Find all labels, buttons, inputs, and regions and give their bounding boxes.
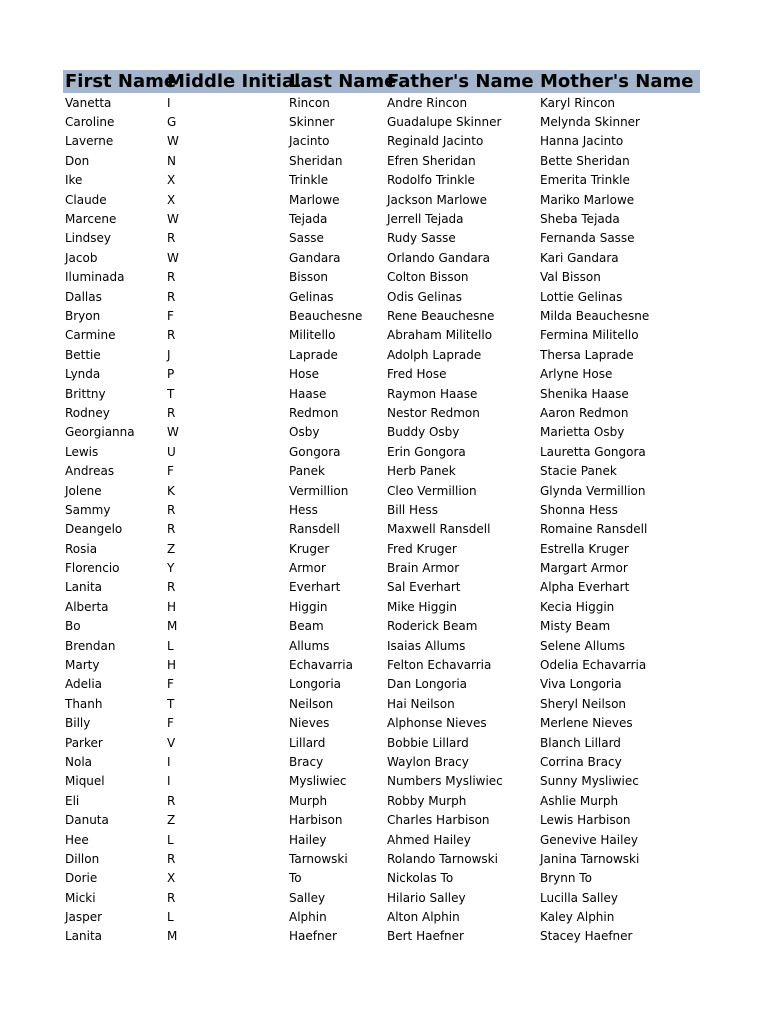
first-name-cell[interactable]: Laverne — [65, 134, 114, 149]
fathers-name-cell[interactable]: Maxwell Ransdell — [387, 522, 491, 537]
mothers-name-cell[interactable]: Estrella Kruger — [540, 541, 629, 556]
table-row — [63, 539, 700, 558]
middle-initial-cell[interactable]: R — [167, 270, 176, 285]
table-row — [63, 132, 700, 151]
last-name-cell[interactable]: Lillard — [289, 735, 326, 750]
first-name-cell[interactable]: Eli — [65, 793, 80, 808]
last-name-cell[interactable]: Haefner — [289, 929, 337, 944]
fathers-name-cell[interactable]: Abraham Militello — [387, 328, 493, 343]
fathers-name-cell[interactable]: Robby Murph — [387, 793, 467, 808]
fathers-name-cell[interactable]: Fred Hose — [387, 367, 447, 382]
mothers-name-cell[interactable]: Blanch Lillard — [540, 735, 621, 750]
last-name-cell[interactable]: Beam — [289, 619, 324, 634]
mothers-name-cell[interactable]: Shonna Hess — [540, 502, 618, 517]
fathers-name-cell[interactable]: Alphonse Nieves — [387, 716, 487, 731]
fathers-name-cell[interactable]: Buddy Osby — [387, 425, 460, 440]
middle-initial-cell[interactable]: F — [167, 677, 174, 692]
mothers-name-cell[interactable]: Stacie Panek — [540, 464, 617, 479]
mothers-name-cell[interactable]: Emerita Trinkle — [540, 173, 630, 188]
first-name-cell[interactable]: Iluminada — [65, 270, 125, 285]
fathers-name-cell[interactable]: Alton Alphin — [387, 910, 460, 925]
table-row — [63, 229, 700, 248]
fathers-name-cell[interactable]: Nickolas To — [387, 871, 454, 886]
fathers-name-cell[interactable]: Raymon Haase — [387, 386, 478, 401]
first-name-cell[interactable]: Jacob — [65, 250, 98, 265]
table-row — [63, 151, 700, 170]
fathers-name-cell[interactable]: Colton Bisson — [387, 270, 469, 285]
fathers-name-cell[interactable]: Jerrell Tejada — [387, 212, 464, 227]
mothers-name-cell[interactable]: Stacey Haefner — [540, 929, 633, 944]
fathers-name-cell[interactable]: Rudy Sasse — [387, 231, 456, 246]
middle-initial-cell[interactable]: U — [167, 444, 176, 459]
first-name-cell[interactable]: Caroline — [65, 115, 115, 130]
mothers-name-cell[interactable]: Lottie Gelinas — [540, 289, 623, 304]
header-first-name[interactable]: First Name — [65, 71, 177, 92]
last-name-cell[interactable]: Haase — [289, 386, 327, 401]
table-body — [63, 93, 700, 946]
table-row — [63, 171, 700, 190]
middle-initial-cell[interactable]: T — [167, 696, 175, 711]
first-name-cell[interactable]: Nola — [65, 754, 93, 769]
last-name-cell[interactable]: Jacinto — [289, 134, 330, 149]
first-name-cell[interactable]: Bo — [65, 619, 81, 634]
last-name-cell[interactable]: Bisson — [289, 270, 329, 285]
middle-initial-cell[interactable]: V — [167, 735, 176, 750]
first-name-cell[interactable]: Deangelo — [65, 522, 123, 537]
last-name-cell[interactable]: Gelinas — [289, 289, 334, 304]
first-name-cell[interactable]: Rodney — [65, 405, 110, 420]
first-name-cell[interactable]: Bettie — [65, 347, 101, 362]
mothers-name-cell[interactable]: Aaron Redmon — [540, 405, 629, 420]
middle-initial-cell[interactable]: L — [167, 832, 174, 847]
middle-initial-cell[interactable]: X — [167, 871, 176, 886]
mothers-name-cell[interactable]: Sheba Tejada — [540, 212, 620, 227]
middle-initial-cell[interactable]: W — [167, 250, 179, 265]
middle-initial-cell[interactable]: M — [167, 619, 178, 634]
first-name-cell[interactable]: Dallas — [65, 289, 102, 304]
fathers-name-cell[interactable]: Sal Everhart — [387, 580, 461, 595]
middle-initial-cell[interactable]: R — [167, 522, 176, 537]
last-name-cell[interactable]: Marlowe — [289, 192, 340, 207]
mothers-name-cell[interactable]: Bette Sheridan — [540, 153, 630, 168]
last-name-cell[interactable]: Kruger — [289, 541, 330, 556]
mothers-name-cell[interactable]: Selene Allums — [540, 638, 625, 653]
mothers-name-cell[interactable]: Glynda Vermillion — [540, 483, 646, 498]
table-row — [63, 888, 700, 907]
fathers-name-cell[interactable]: Numbers Mysliwiec — [387, 774, 503, 789]
last-name-cell[interactable]: Gongora — [289, 444, 341, 459]
table-row — [63, 927, 700, 946]
fathers-name-cell[interactable]: Reginald Jacinto — [387, 134, 484, 149]
mothers-name-cell[interactable]: Melynda Skinner — [540, 115, 640, 130]
fathers-name-cell[interactable]: Ahmed Hailey — [387, 832, 471, 847]
fathers-name-cell[interactable]: Felton Echavarria — [387, 658, 492, 673]
table-row — [63, 190, 700, 209]
last-name-cell[interactable]: Beauchesne — [289, 308, 363, 323]
table-row — [63, 384, 700, 403]
mothers-name-cell[interactable]: Lucilla Salley — [540, 890, 618, 905]
middle-initial-cell[interactable]: F — [167, 716, 174, 731]
table-row — [63, 810, 700, 829]
first-name-cell[interactable]: Dillon — [65, 851, 100, 866]
mothers-name-cell[interactable]: Odelia Echavarria — [540, 658, 647, 673]
mothers-name-cell[interactable]: Fernanda Sasse — [540, 231, 635, 246]
mothers-name-cell[interactable]: Romaine Ransdell — [540, 522, 648, 537]
fathers-name-cell[interactable]: Rene Beauchesne — [387, 308, 495, 323]
fathers-name-cell[interactable]: Cleo Vermillion — [387, 483, 477, 498]
table-row — [63, 907, 700, 926]
mothers-name-cell[interactable]: Shenika Haase — [540, 386, 629, 401]
mothers-name-cell[interactable]: Val Bisson — [540, 270, 601, 285]
first-name-cell[interactable]: Miquel — [65, 774, 105, 789]
last-name-cell[interactable]: Tarnowski — [289, 851, 348, 866]
table-row — [63, 248, 700, 267]
last-name-cell[interactable]: Higgin — [289, 599, 328, 614]
fathers-name-cell[interactable]: Herb Panek — [387, 464, 456, 479]
first-name-cell[interactable]: Lindsey — [65, 231, 111, 246]
last-name-cell[interactable]: Militello — [289, 328, 336, 343]
middle-initial-cell[interactable]: R — [167, 405, 176, 420]
first-name-cell[interactable]: Florencio — [65, 561, 120, 576]
mothers-name-cell[interactable]: Hanna Jacinto — [540, 134, 624, 149]
fathers-name-cell[interactable]: Charles Harbison — [387, 813, 490, 828]
table-row — [63, 714, 700, 733]
middle-initial-cell[interactable]: Y — [167, 561, 175, 576]
table-row — [63, 268, 700, 287]
fathers-name-cell[interactable]: Odis Gelinas — [387, 289, 463, 304]
first-name-cell[interactable]: Brendan — [65, 638, 116, 653]
table-row — [63, 655, 700, 674]
last-name-cell[interactable]: Echavarria — [289, 658, 353, 673]
table-row — [63, 694, 700, 713]
fathers-name-cell[interactable]: Dan Longoria — [387, 677, 468, 692]
last-name-cell[interactable]: Skinner — [289, 115, 335, 130]
fathers-name-cell[interactable]: Isaias Allums — [387, 638, 466, 653]
mothers-name-cell[interactable]: Janina Tarnowski — [540, 851, 640, 866]
first-name-cell[interactable]: Carmine — [65, 328, 116, 343]
table-row — [63, 93, 700, 112]
table-row — [63, 752, 700, 771]
middle-initial-cell[interactable]: R — [167, 580, 176, 595]
table-row — [63, 558, 700, 577]
mothers-name-cell[interactable]: Margart Armor — [540, 561, 628, 576]
fathers-name-cell[interactable]: Efren Sheridan — [387, 153, 476, 168]
first-name-cell[interactable]: Marcene — [65, 212, 117, 227]
mothers-name-cell[interactable]: Kecia Higgin — [540, 599, 615, 614]
last-name-cell[interactable]: Hose — [289, 367, 319, 382]
fathers-name-cell[interactable]: Bill Hess — [387, 502, 438, 517]
table-row — [63, 442, 700, 461]
last-name-cell[interactable]: Trinkle — [289, 173, 329, 188]
header-row — [63, 70, 700, 93]
fathers-name-cell[interactable]: Fred Kruger — [387, 541, 457, 556]
last-name-cell[interactable]: Ransdell — [289, 522, 340, 537]
table-row — [63, 617, 700, 636]
middle-initial-cell[interactable]: R — [167, 793, 176, 808]
last-name-cell[interactable]: Nieves — [289, 716, 330, 731]
middle-initial-cell[interactable]: R — [167, 502, 176, 517]
last-name-cell[interactable]: Longoria — [289, 677, 342, 692]
table-row — [63, 578, 700, 597]
first-name-cell[interactable]: Billy — [65, 716, 91, 731]
middle-initial-cell[interactable]: R — [167, 289, 176, 304]
first-name-cell[interactable]: Thanh — [65, 696, 103, 711]
last-name-cell[interactable]: Alphin — [289, 910, 327, 925]
first-name-cell[interactable]: Marty — [65, 658, 100, 673]
header-fathers-name[interactable]: Father's Name — [387, 71, 534, 92]
middle-initial-cell[interactable]: J — [167, 347, 171, 362]
first-name-cell[interactable]: Vanetta — [65, 95, 112, 110]
table-row — [63, 461, 700, 480]
middle-initial-cell[interactable]: W — [167, 425, 179, 440]
mothers-name-cell[interactable]: Thersa Laprade — [540, 347, 634, 362]
mothers-name-cell[interactable]: Corrina Bracy — [540, 754, 622, 769]
last-name-cell[interactable]: Allums — [289, 638, 330, 653]
middle-initial-cell[interactable]: L — [167, 638, 174, 653]
first-name-cell[interactable]: Hee — [65, 832, 89, 847]
table-row — [63, 481, 700, 500]
mothers-name-cell[interactable]: Arlyne Hose — [540, 367, 613, 382]
last-name-cell[interactable]: Harbison — [289, 813, 343, 828]
middle-initial-cell[interactable]: X — [167, 192, 176, 207]
table-row — [63, 403, 700, 422]
middle-initial-cell[interactable]: W — [167, 134, 179, 149]
table-row — [63, 733, 700, 752]
first-name-cell[interactable]: Danuta — [65, 813, 109, 828]
mothers-name-cell[interactable]: Viva Longoria — [540, 677, 622, 692]
first-name-cell[interactable]: Lanita — [65, 580, 103, 595]
middle-initial-cell[interactable]: G — [167, 115, 177, 130]
fathers-name-cell[interactable]: Rodolfo Trinkle — [387, 173, 475, 188]
spreadsheet-table — [63, 70, 700, 946]
last-name-cell[interactable]: Murph — [289, 793, 328, 808]
mothers-name-cell[interactable]: Ashlie Murph — [540, 793, 619, 808]
fathers-name-cell[interactable]: Rolando Tarnowski — [387, 851, 498, 866]
first-name-cell[interactable]: Don — [65, 153, 90, 168]
first-name-cell[interactable]: Andreas — [65, 464, 115, 479]
mothers-name-cell[interactable]: Misty Beam — [540, 619, 611, 634]
mothers-name-cell[interactable]: Genevive Hailey — [540, 832, 638, 847]
middle-initial-cell[interactable]: K — [167, 483, 175, 498]
fathers-name-cell[interactable]: Guadalupe Skinner — [387, 115, 502, 130]
fathers-name-cell[interactable]: Adolph Laprade — [387, 347, 482, 362]
mothers-name-cell[interactable]: Milda Beauchesne — [540, 308, 650, 323]
last-name-cell[interactable]: Hess — [289, 502, 318, 517]
mothers-name-cell[interactable]: Kari Gandara — [540, 250, 619, 265]
mothers-name-cell[interactable]: Marietta Osby — [540, 425, 625, 440]
last-name-cell[interactable]: Rincon — [289, 95, 330, 110]
first-name-cell[interactable]: Bryon — [65, 308, 101, 323]
fathers-name-cell[interactable]: Waylon Bracy — [387, 754, 469, 769]
last-name-cell[interactable]: Bracy — [289, 754, 324, 769]
first-name-cell[interactable]: Parker — [65, 735, 103, 750]
last-name-cell[interactable]: Hailey — [289, 832, 327, 847]
fathers-name-cell[interactable]: Nestor Redmon — [387, 405, 480, 420]
first-name-cell[interactable]: Dorie — [65, 871, 98, 886]
fathers-name-cell[interactable]: Erin Gongora — [387, 444, 466, 459]
table-row — [63, 306, 700, 325]
mothers-name-cell[interactable]: Sunny Mysliwiec — [540, 774, 639, 789]
last-name-cell[interactable]: Neilson — [289, 696, 334, 711]
table-row — [63, 791, 700, 810]
middle-initial-cell[interactable]: R — [167, 890, 176, 905]
mothers-name-cell[interactable]: Brynn To — [540, 871, 592, 886]
middle-initial-cell[interactable]: W — [167, 212, 179, 227]
middle-initial-cell[interactable]: F — [167, 308, 174, 323]
table-row — [63, 364, 700, 383]
fathers-name-cell[interactable]: Bobbie Lillard — [387, 735, 469, 750]
table-row — [63, 830, 700, 849]
fathers-name-cell[interactable]: Bert Haefner — [387, 929, 464, 944]
header-last-name[interactable]: Last Name — [289, 71, 397, 92]
fathers-name-cell[interactable]: Orlando Gandara — [387, 250, 490, 265]
header-middle-initial[interactable]: Middle Initial — [167, 71, 301, 92]
table-row — [63, 849, 700, 868]
fathers-name-cell[interactable]: Brain Armor — [387, 561, 460, 576]
table-row — [63, 772, 700, 791]
last-name-cell[interactable]: Sheridan — [289, 153, 343, 168]
mothers-name-cell[interactable]: Lewis Harbison — [540, 813, 631, 828]
table-row — [63, 869, 700, 888]
first-name-cell[interactable]: Brittny — [65, 386, 106, 401]
table-row — [63, 345, 700, 364]
last-name-cell[interactable]: Gandara — [289, 250, 341, 265]
first-name-cell[interactable]: Claude — [65, 192, 107, 207]
middle-initial-cell[interactable]: R — [167, 328, 176, 343]
table-row — [63, 112, 700, 131]
mothers-name-cell[interactable]: Merlene Nieves — [540, 716, 633, 731]
first-name-cell[interactable]: Georgianna — [65, 425, 135, 440]
last-name-cell[interactable]: To — [289, 871, 302, 886]
table-row — [63, 597, 700, 616]
first-name-cell[interactable]: Micki — [65, 890, 96, 905]
middle-initial-cell[interactable]: F — [167, 464, 174, 479]
middle-initial-cell[interactable]: T — [167, 386, 175, 401]
middle-initial-cell[interactable]: H — [167, 599, 177, 614]
middle-initial-cell[interactable]: Z — [167, 541, 176, 556]
middle-initial-cell[interactable]: R — [167, 851, 176, 866]
middle-initial-cell[interactable]: I — [167, 95, 171, 110]
first-name-cell[interactable]: Rosia — [65, 541, 98, 556]
fathers-name-cell[interactable]: Roderick Beam — [387, 619, 478, 634]
mothers-name-cell[interactable]: Alpha Everhart — [540, 580, 630, 595]
middle-initial-cell[interactable]: I — [167, 774, 171, 789]
middle-initial-cell[interactable]: P — [167, 367, 175, 382]
table-row — [63, 209, 700, 228]
middle-initial-cell[interactable]: N — [167, 153, 176, 168]
last-name-cell[interactable]: Sasse — [289, 231, 324, 246]
fathers-name-cell[interactable]: Andre Rincon — [387, 95, 468, 110]
last-name-cell[interactable]: Osby — [289, 425, 320, 440]
middle-initial-cell[interactable]: L — [167, 910, 174, 925]
first-name-cell[interactable]: Adelia — [65, 677, 103, 692]
first-name-cell[interactable]: Alberta — [65, 599, 109, 614]
last-name-cell[interactable]: Armor — [289, 561, 326, 576]
table-row — [63, 675, 700, 694]
middle-initial-cell[interactable]: X — [167, 173, 176, 188]
first-name-cell[interactable]: Jolene — [65, 483, 102, 498]
table-row — [63, 326, 700, 345]
table-row — [63, 287, 700, 306]
middle-initial-cell[interactable]: R — [167, 231, 176, 246]
table-row — [63, 520, 700, 539]
first-name-cell[interactable]: Ike — [65, 173, 83, 188]
mothers-name-cell[interactable]: Lauretta Gongora — [540, 444, 646, 459]
last-name-cell[interactable]: Tejada — [289, 212, 328, 227]
last-name-cell[interactable]: Salley — [289, 890, 326, 905]
header-mothers-name[interactable]: Mother's Name — [540, 71, 694, 92]
last-name-cell[interactable]: Redmon — [289, 405, 339, 420]
first-name-cell[interactable]: Lanita — [65, 929, 103, 944]
mothers-name-cell[interactable]: Sheryl Neilson — [540, 696, 627, 711]
fathers-name-cell[interactable]: Hai Neilson — [387, 696, 455, 711]
last-name-cell[interactable]: Laprade — [289, 347, 338, 362]
fathers-name-cell[interactable]: Hilario Salley — [387, 890, 466, 905]
mothers-name-cell[interactable]: Kaley Alphin — [540, 910, 615, 925]
fathers-name-cell[interactable]: Jackson Marlowe — [387, 192, 487, 207]
last-name-cell[interactable]: Vermillion — [289, 483, 349, 498]
mothers-name-cell[interactable]: Mariko Marlowe — [540, 192, 635, 207]
fathers-name-cell[interactable]: Mike Higgin — [387, 599, 457, 614]
table-row — [63, 500, 700, 519]
mothers-name-cell[interactable]: Fermina Militello — [540, 328, 639, 343]
first-name-cell[interactable]: Sammy — [65, 502, 111, 517]
middle-initial-cell[interactable]: I — [167, 754, 171, 769]
middle-initial-cell[interactable]: H — [167, 658, 177, 673]
middle-initial-cell[interactable]: Z — [167, 813, 176, 828]
table-row — [63, 423, 700, 442]
first-name-cell[interactable]: Lynda — [65, 367, 101, 382]
first-name-cell[interactable]: Lewis — [65, 444, 99, 459]
last-name-cell[interactable]: Everhart — [289, 580, 341, 595]
last-name-cell[interactable]: Panek — [289, 464, 325, 479]
first-name-cell[interactable]: Jasper — [65, 910, 103, 925]
mothers-name-cell[interactable]: Karyl Rincon — [540, 95, 616, 110]
middle-initial-cell[interactable]: M — [167, 929, 178, 944]
table-row — [63, 636, 700, 655]
last-name-cell[interactable]: Mysliwiec — [289, 774, 347, 789]
